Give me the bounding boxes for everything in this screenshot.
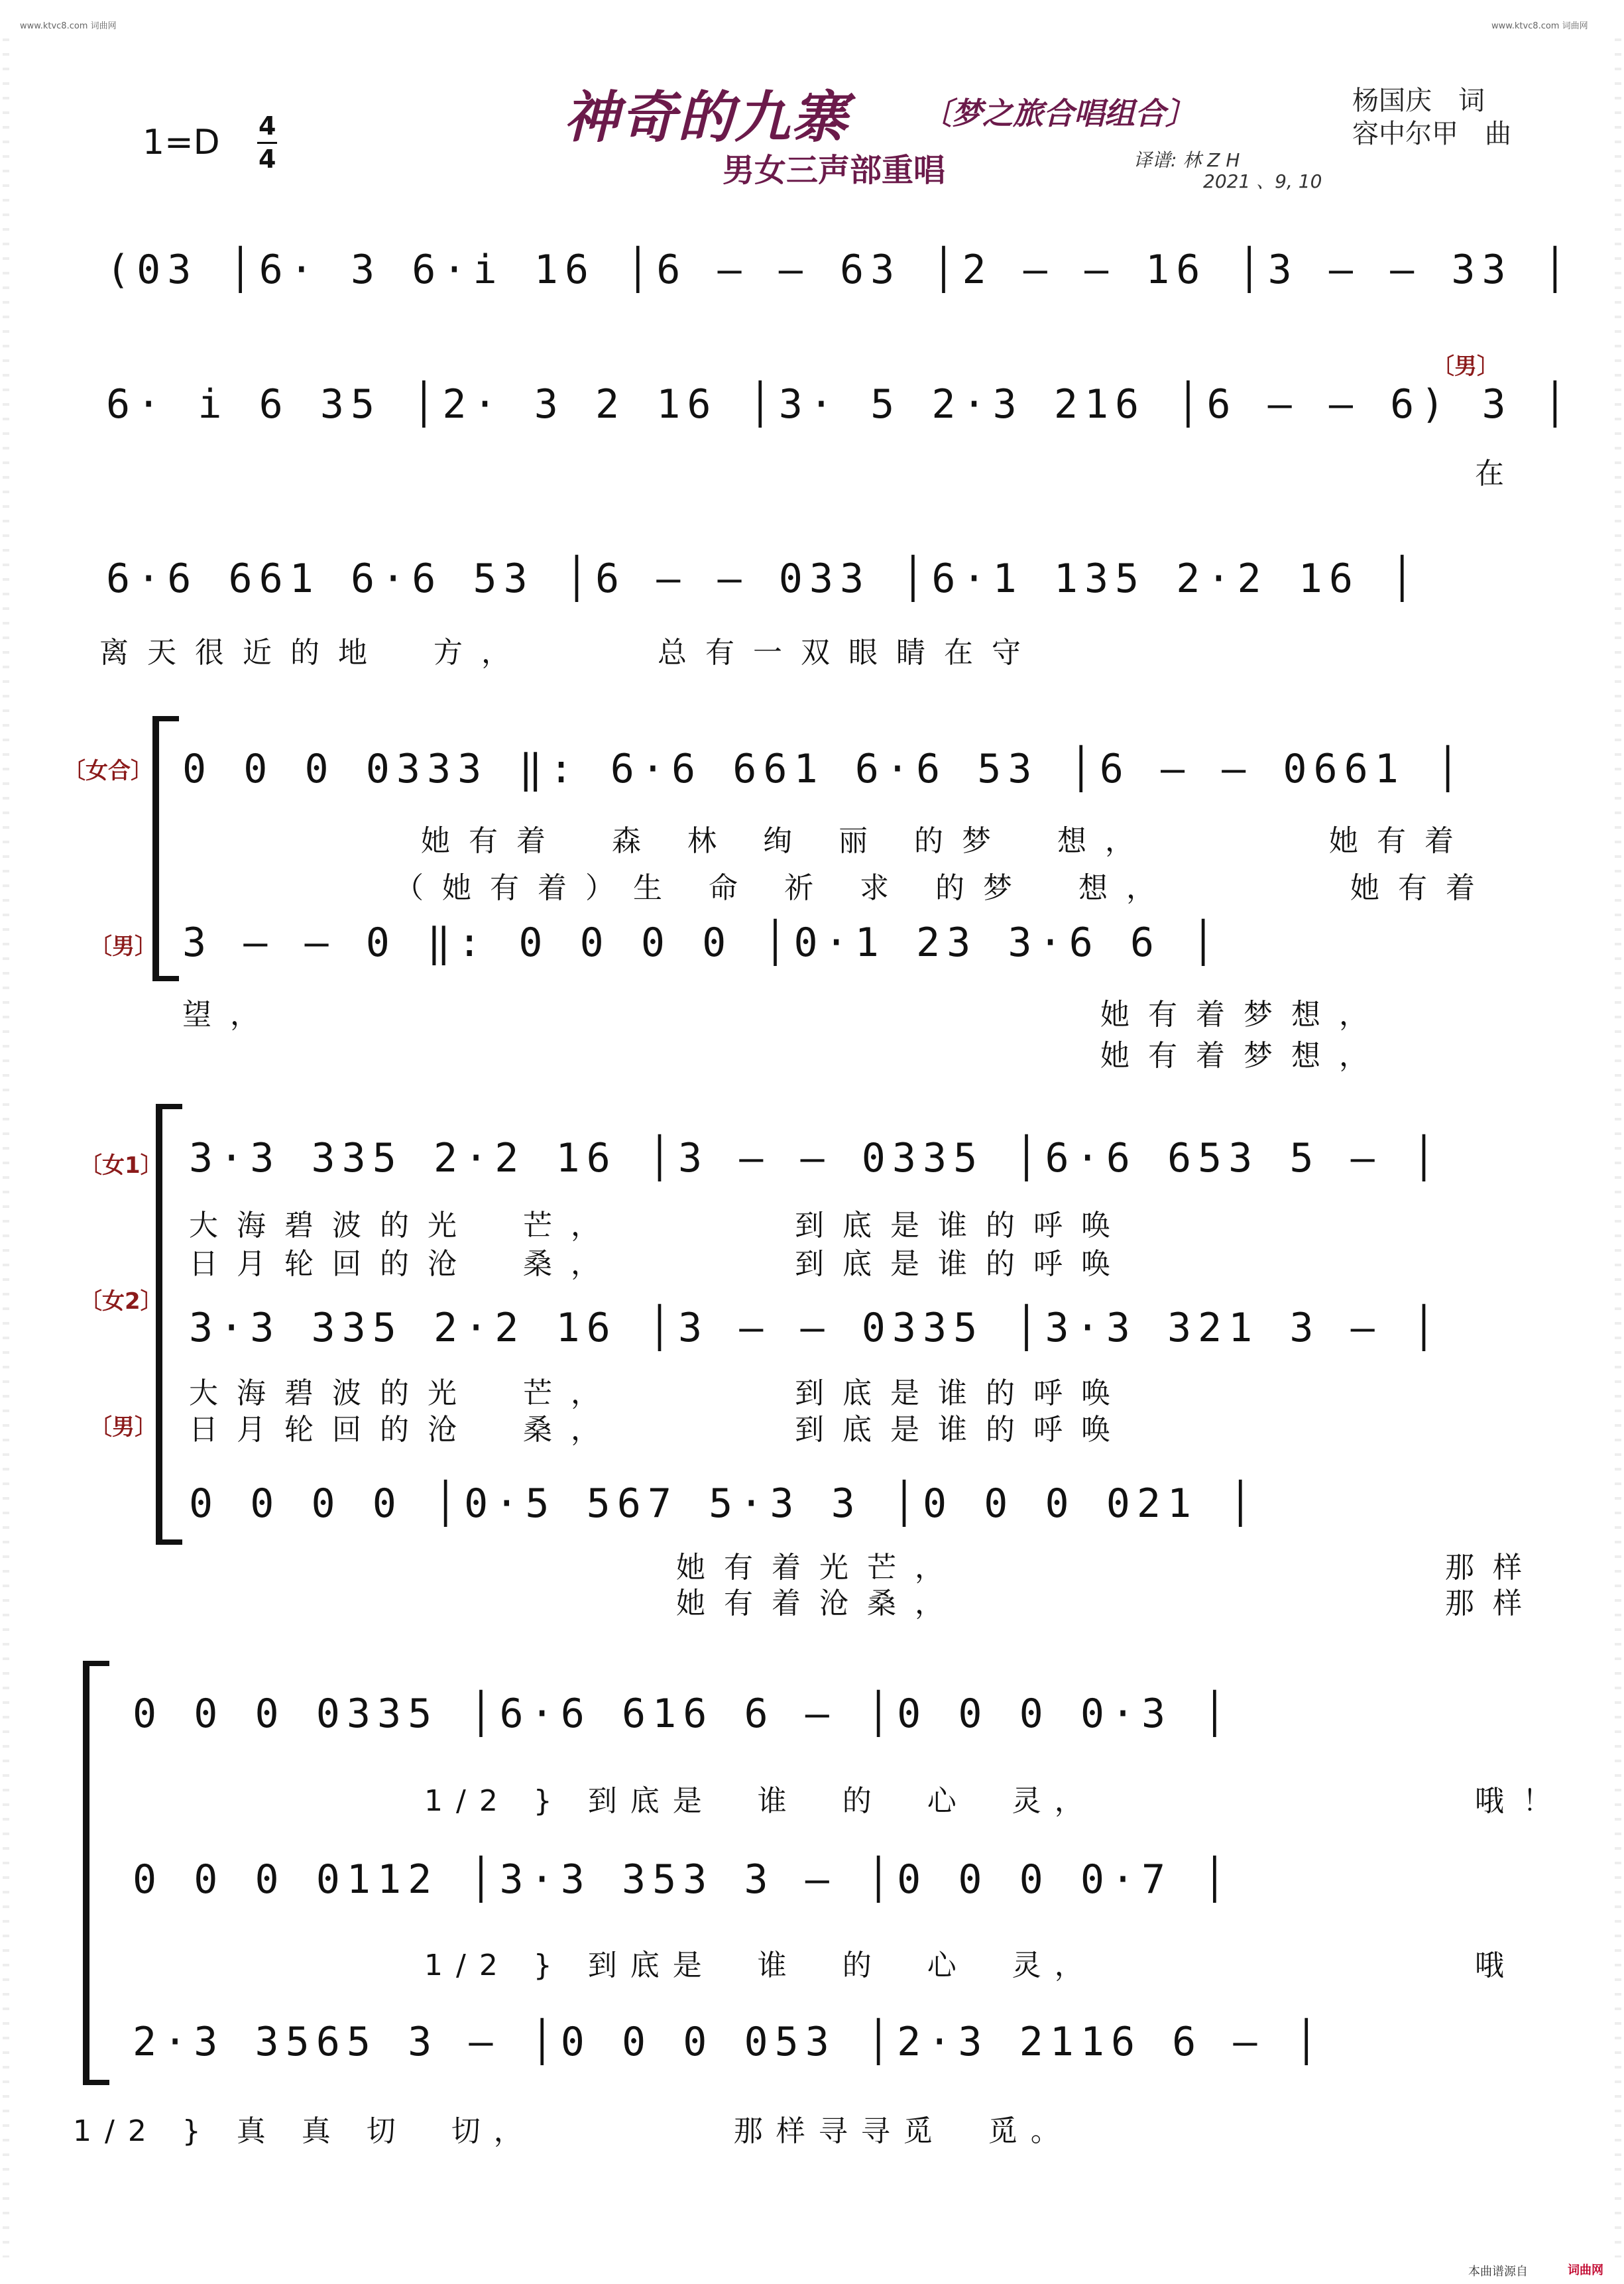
system2-v1-lyric1: 大海碧波的光 芒， 到底是谁的呼唤 bbox=[189, 1209, 1129, 1242]
composer-credit: 容中尔甲 曲 bbox=[1352, 119, 1511, 149]
system3-v2-notes: 0 0 0 0112 │3·3 353 3 – │0 0 0 0·7 │ bbox=[133, 1856, 1234, 1903]
system2-v1-notes: 3·3 335 2·2 16 │3 – – 0335 │6·6 653 5 – │ bbox=[189, 1135, 1443, 1181]
row3-notes: 6·6 661 6·6 53 │6 – – 033 │6·1 135 2·2 16 │ bbox=[106, 556, 1421, 602]
row1-notes: (03 │6· 3 6·i 16 │6 – – 63 │2 – – 16 │3 – – 33 │ bbox=[106, 247, 1574, 293]
lyricist-credit: 杨国庆 词 bbox=[1352, 86, 1485, 116]
site-label-left: www.ktvc8.com 词曲网 bbox=[20, 21, 117, 31]
row3-lyric: 离天很近的地 方， 总有一双眼睛在守 bbox=[99, 636, 1039, 670]
system2-v3-lyric1: 她有着光芒， bbox=[676, 1551, 962, 1585]
system2-v2-lyric1: 大海碧波的光 芒， 到底是谁的呼唤 bbox=[189, 1376, 1129, 1410]
system1-top-notes: 0 0 0 0333 ‖: 6·6 661 6·6 53 │6 – – 0661 │ bbox=[182, 746, 1467, 792]
system2-v1-lyric2: 日月轮回的沧 桑， 到底是谁的呼唤 bbox=[189, 1247, 1129, 1281]
system3-v1-notes: 0 0 0 0335 │6·6 616 6 – │0 0 0 0·3 │ bbox=[133, 1691, 1234, 1737]
system1-bottom-notes: 3 – – 0 ‖: 0 0 0 0 │0·1 23 3·6 6 │ bbox=[182, 920, 1222, 966]
system2-v3-notes: 0 0 0 0 │0·5 567 5·3 3 │0 0 0 021 │ bbox=[189, 1480, 1259, 1527]
system3-v2-lyric: 1/2 } 到底是 谁 的 心 灵， bbox=[424, 1949, 1097, 1982]
right-decoration bbox=[1615, 27, 1621, 2257]
system2-v2-notes: 3·3 335 2·2 16 │3 – – 0335 │3·3 321 3 – │ bbox=[189, 1305, 1443, 1351]
system1-bottom-lyric0: 望， bbox=[182, 998, 278, 1032]
system3-v1-lyric-end: 哦！ bbox=[1475, 1784, 1570, 1818]
system2-v3-lyric2: 她有着沧桑， bbox=[676, 1587, 962, 1620]
system3-v3-lyric: 1/2 } 真 真 切 切， 那样寻寻觅 觅。 bbox=[73, 2114, 1073, 2148]
system3-v2-lyric-end: 哦 bbox=[1475, 1949, 1523, 1982]
system1-part-bottom: 〔男〕 bbox=[89, 933, 157, 960]
time-signature-bottom: 4 bbox=[259, 145, 276, 174]
system2-part3: 〔男〕 bbox=[89, 1414, 157, 1441]
system2-part2: 〔女2〕 bbox=[80, 1288, 163, 1315]
system3-v1-lyric: 1/2 } 到底是 谁 的 心 灵， bbox=[424, 1784, 1097, 1818]
system2-v2-lyric2: 日月轮回的沧 桑， 到底是谁的呼唤 bbox=[189, 1413, 1129, 1447]
system2-v3-lyric-end1: 那样 bbox=[1445, 1551, 1540, 1585]
footer-source-label: 本曲谱源自 bbox=[1468, 2265, 1528, 2279]
system1-bottom-lyric2: 她有着梦想， bbox=[1100, 1039, 1387, 1073]
time-signature-line bbox=[257, 142, 277, 144]
song-subtitle: 〔梦之旅合唱组合〕 bbox=[921, 95, 1196, 131]
system1-bottom-lyric1: 她有着梦想， bbox=[1100, 998, 1387, 1032]
time-signature-top: 4 bbox=[259, 111, 276, 141]
row2-notes: 6· i 6 35 │2· 3 2 16 │3· 5 2·3 216 │6 – – 6) 3 │ bbox=[106, 381, 1574, 428]
row2-lyric: 在 bbox=[1475, 457, 1523, 491]
system2-v3-lyric-end2: 那样 bbox=[1445, 1587, 1540, 1620]
system2-part1: 〔女1〕 bbox=[80, 1152, 163, 1179]
left-decoration bbox=[3, 27, 9, 2257]
voicing-label: 男女三声部重唱 bbox=[723, 152, 946, 189]
system1-part-top: 〔女合〕 bbox=[63, 758, 153, 784]
row2-part-label: 〔男〕 bbox=[1432, 353, 1499, 380]
site-label-right: www.ktvc8.com 词曲网 bbox=[1491, 21, 1588, 31]
key-signature: 1=D bbox=[143, 123, 220, 162]
footer-site-link[interactable]: 词曲网 bbox=[1568, 2263, 1603, 2277]
system1-top-lyric1: 她有着 森 林 绚 丽 的梦 想， 她有着 bbox=[421, 824, 1472, 858]
system1-top-lyric2: （她有着）生 命 祈 求 的梦 想， 她有着 bbox=[394, 871, 1493, 905]
system3-brace bbox=[83, 1661, 89, 2085]
song-title: 神奇的九寨 bbox=[563, 85, 849, 150]
system3-v3-notes: 2·3 3565 3 – │0 0 0 053 │2·3 2116 6 – │ bbox=[133, 2019, 1325, 2065]
arranger-date: 2021 、9, 10 bbox=[1203, 170, 1322, 192]
arranger-credit: 译谱: 林 Z H bbox=[1133, 149, 1240, 171]
